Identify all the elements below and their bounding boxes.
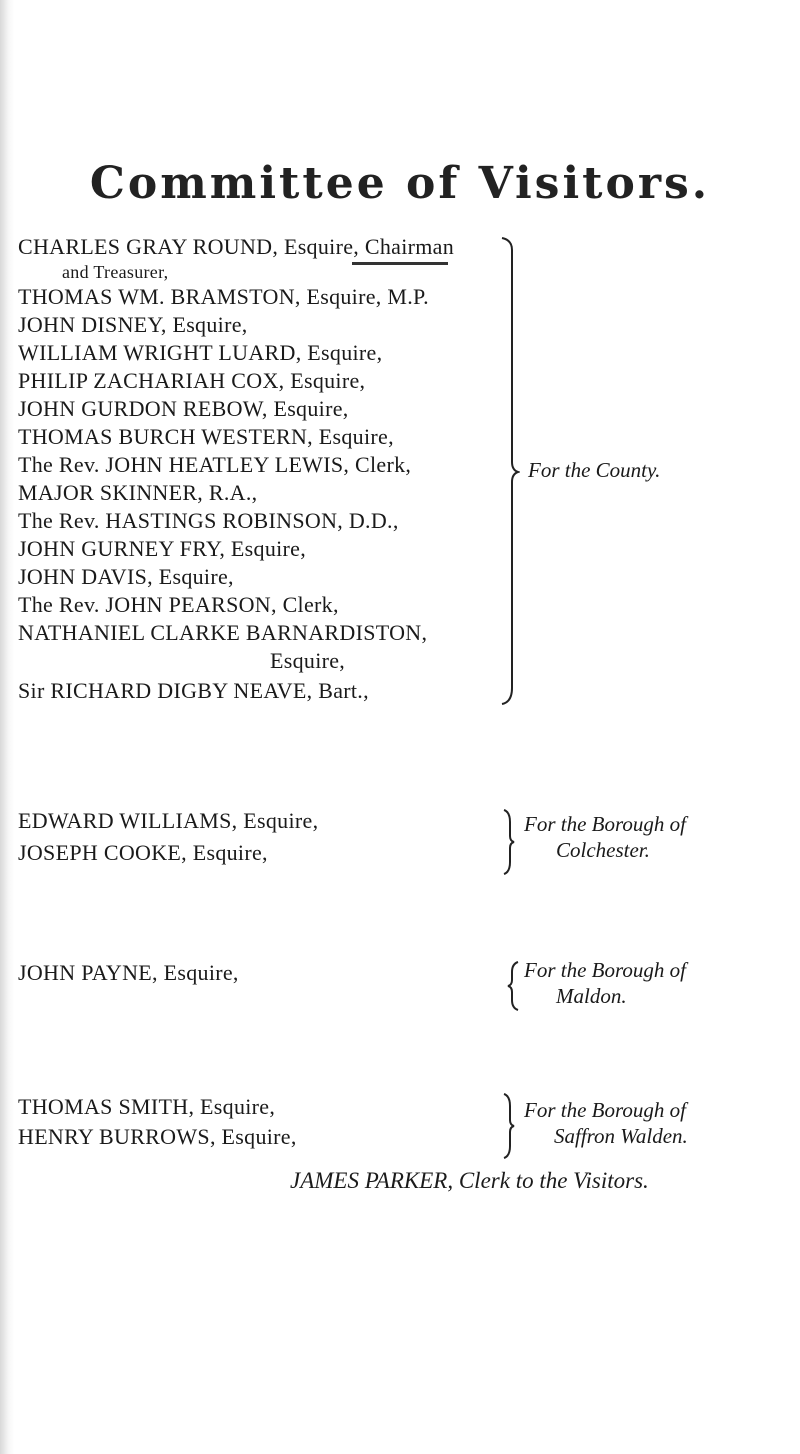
member-line: JOHN GURNEY FRY, Esquire,: [18, 536, 307, 561]
saffron-brace: [502, 1092, 516, 1160]
member-line: JOHN DAVIS, Esquire,: [18, 564, 234, 589]
member-line: JOHN GURDON REBOW, Esquire,: [18, 396, 349, 421]
member-chairman-cont: and Treasurer,: [62, 262, 169, 282]
member-line: The Rev. JOHN HEATLEY LEWIS, Clerk,: [18, 452, 412, 477]
county-brace: [500, 236, 520, 706]
member-line: THOMAS BURCH WESTERN, Esquire,: [18, 424, 394, 449]
colchester-member: EDWARD WILLIAMS, Esquire,: [18, 808, 319, 833]
title-rule: [352, 262, 448, 265]
member-line: JOHN DISNEY, Esquire,: [18, 312, 248, 337]
clerk-line: JAMES PARKER, Clerk to the Visitors.: [290, 1168, 649, 1193]
saffron-member: HENRY BURROWS, Esquire,: [18, 1124, 297, 1149]
colchester-label-2: Colchester.: [556, 838, 650, 862]
member-line-cont: Esquire,: [270, 648, 346, 673]
maldon-brace: [506, 960, 520, 1012]
county-label: For the County.: [528, 458, 661, 482]
colchester-brace: [502, 808, 516, 876]
member-line: The Rev. HASTINGS ROBINSON, D.D.,: [18, 508, 399, 533]
member-line: PHILIP ZACHARIAH COX, Esquire,: [18, 368, 366, 393]
maldon-label-2: Maldon.: [556, 984, 627, 1008]
member-line: Sir RICHARD DIGBY NEAVE, Bart.,: [18, 678, 369, 703]
member-line: MAJOR SKINNER, R.A.,: [18, 480, 258, 505]
page-edge: [0, 0, 14, 1454]
colchester-label-1: For the Borough of: [524, 812, 686, 836]
maldon-label-1: For the Borough of: [524, 958, 686, 982]
saffron-label-2: Saffron Walden.: [554, 1124, 688, 1148]
page-title: Committee of Visitors.: [89, 158, 711, 209]
member-line: The Rev. JOHN PEARSON, Clerk,: [18, 592, 339, 617]
maldon-member: JOHN PAYNE, Esquire,: [18, 960, 239, 985]
member-line: WILLIAM WRIGHT LUARD, Esquire,: [18, 340, 383, 365]
colchester-member: JOSEPH COOKE, Esquire,: [18, 840, 268, 865]
member-chairman: CHARLES GRAY ROUND, Esquire, Chairman: [18, 234, 455, 259]
member-line: THOMAS WM. BRAMSTON, Esquire, M.P.: [18, 284, 429, 309]
saffron-label-1: For the Borough of: [524, 1098, 686, 1122]
member-line: NATHANIEL CLARKE BARNARDISTON,: [18, 620, 428, 645]
saffron-member: THOMAS SMITH, Esquire,: [18, 1094, 276, 1119]
